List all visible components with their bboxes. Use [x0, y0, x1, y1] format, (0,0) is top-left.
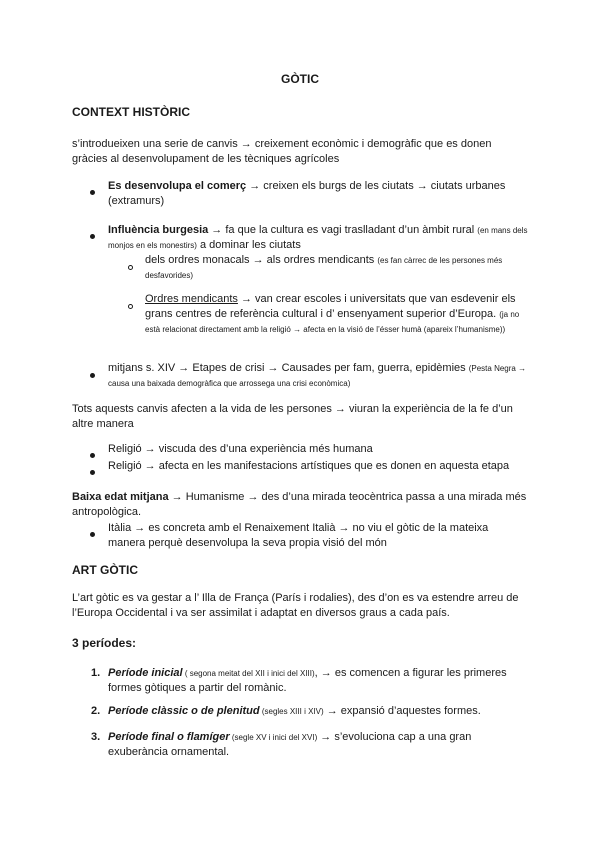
period-final-dates: (segle XV i inici del XVI) — [229, 733, 318, 742]
bullet-dot — [90, 465, 95, 480]
period-classic-title: Període clàssic o de plenitud — [108, 705, 260, 717]
list-item-religio-2: Religió → afecta en les manifestacions artístiques que es donen en aquesta etapa — [108, 460, 510, 472]
period-inicial — [108, 666, 528, 696]
period-final-title: Període final o flamíger — [108, 731, 230, 743]
comerc-bold: Es desenvolupa el comerç — [108, 180, 247, 192]
list-item-crisi — [108, 361, 528, 391]
ordres-note: (es fan càrrec de les persones més desfavorides) — [145, 256, 503, 280]
burgesia-end: a dominar les ciutats — [196, 239, 301, 251]
list-item-italia: Itàlia → es concreta amb el Renaixement Italià → no viu el gòtic de la mateixa manera perquè desenvolupa la seva propia visió del món — [108, 522, 489, 549]
context-heading: CONTEXT HISTÒRIC — [72, 105, 191, 119]
period-inicial-text: , → es comencen a figurar les primeres formes gòtiques a partir del romànic. — [108, 667, 507, 694]
sub-item-ordres-monacals — [145, 253, 528, 283]
period-inicial-dates: ( segona meitat del XII i inici del XIII) — [182, 669, 315, 678]
list-item-burgesia — [108, 223, 528, 253]
paragraph-baixa-edat — [72, 490, 528, 520]
paragraph-canvis: Tots aquests canvis afecten a la vida de les persones → viuran la experiència de la fe d’un altre manera — [72, 403, 513, 430]
list-number: 3. — [91, 731, 101, 743]
bullet-dot — [90, 448, 95, 463]
mendicants-note: (ja no està relacionat directament amb la religió → afecta en la visió de l’ésser humà (apareix l’humanisme)) — [145, 310, 520, 334]
period-classic-dates: (segles XIII i XIV) — [259, 707, 324, 716]
bullet-dot — [90, 368, 95, 383]
period-classic-text: → expansió d’aquestes formes. — [323, 705, 481, 717]
sub-bullet-circle — [128, 299, 133, 314]
periods-heading: 3 períodes: — [72, 636, 137, 650]
mendicants-text: → van crear escoles i universitats que van esdevenir els grans centres de referència cultural i d’ ensenyament superior d’Europa. — [145, 293, 516, 320]
period-classic — [108, 704, 528, 719]
period-final — [108, 730, 528, 760]
burgesia-text: → fa que la cultura es vagi traslladant d’un àmbit rural — [208, 224, 478, 236]
paragraph-art-gotic: L’art gòtic es va gestar a l’ Illa de França (París i rodalies), des d’on es va estendre arreu de l’Europa Occidental i va ser assimilat i adaptat en diversos graus a cada país. — [72, 592, 519, 619]
baixa-text: → Humanisme → des d’una mirada teocèntrica passa a una mirada més antropològica. — [72, 491, 527, 518]
list-number: 1. — [91, 667, 101, 679]
list-item-religio-1: Religió → viscuda des d’una experiència més humana — [108, 443, 373, 455]
baixa-bold: Baixa edat mitjana — [72, 491, 169, 503]
ordres-text: dels ordres monacals → als ordres mendicants — [145, 254, 378, 266]
burgesia-note: (en mans dels monjos en els monestirs) — [108, 226, 528, 250]
crisi-note: (Pesta Negra → causa una baixada demogràfica que arrossega una crisi econòmica) — [108, 364, 527, 388]
period-inicial-title: Període inicial — [108, 667, 183, 679]
sub-item-ordres-mendicants — [145, 292, 528, 337]
mendicants-underlined: Ordres mendicants — [145, 293, 238, 305]
crisi-text: mitjans s. XIV → Etapes de crisi → Causades per fam, guerra, epidèmies — [108, 362, 469, 374]
list-number: 2. — [91, 705, 101, 717]
art-heading: ART GÒTIC — [72, 563, 138, 577]
bullet-dot — [90, 229, 95, 244]
list-item-comerc — [108, 179, 528, 209]
sub-bullet-circle — [128, 260, 133, 275]
page-title: GÒTIC — [281, 72, 319, 86]
bullet-dot — [90, 185, 95, 200]
period-final-text: → s’evoluciona cap a una gran exuberància ornamental. — [108, 731, 472, 758]
context-intro: s’introdueixen una serie de canvis → creixement econòmic i demogràfic que es donen gràcies al desenvolupament de les tècniques agrícoles — [72, 138, 492, 165]
burgesia-bold: Influència burgesia — [108, 224, 209, 236]
bullet-dot — [90, 527, 95, 542]
comerc-text: → creixen els burgs de les ciutats → ciutats urbanes (extramurs) — [108, 180, 506, 207]
